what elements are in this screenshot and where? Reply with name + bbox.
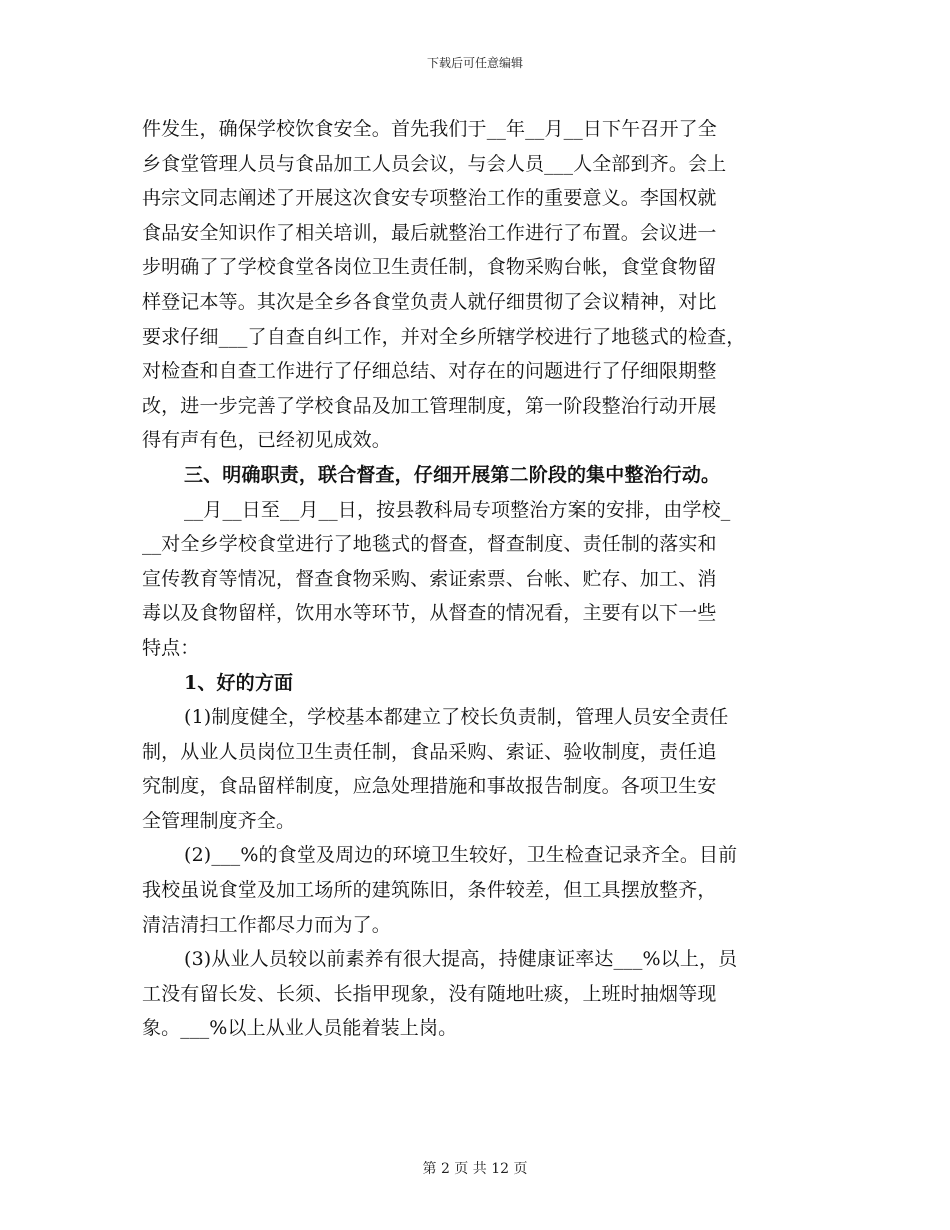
body-line: __对全乡学校食堂进行了地毯式的督查，督查制度、责任制的落实和 [142, 533, 717, 556]
body-line: 样登记本等。其次是全乡各食堂负责人就仔细贯彻了会议精神，对比 [142, 290, 717, 313]
body-line: 究制度，食品留样制度，应急处理措施和事故报告制度。各项卫生安 [142, 775, 717, 798]
body-line: 改，进一步完善了学校食品及加工管理制度，第一阶段整治行动开展 [142, 394, 717, 417]
body-line: 象。___%以上从业人员能着装上岗。 [142, 1017, 458, 1040]
body-line: 毒以及食物留样，饮用水等环节，从督查的情况看，主要有以下一些 [142, 602, 717, 625]
body-line: 乡食堂管理人员与食品加工人员会议，与会人员___人全部到齐。会上 [142, 152, 727, 175]
body-line: (2)___%的食堂及周边的环境卫生较好，卫生检查记录齐全。目前 [184, 844, 738, 867]
document-body [142, 112, 822, 1046]
body-line: 全管理制度齐全。 [142, 809, 296, 832]
body-line: __月__日至__月__日，按县教科局专项整治方案的安排，由学校_ [184, 498, 731, 521]
body-line: 我校虽说食堂及加工场所的建筑陈旧，条件较差，但工具摆放整齐， [142, 879, 717, 902]
body-line: 步明确了了学校食堂各岗位卫生责任制，食物采购台帐，食堂食物留 [142, 256, 717, 279]
body-line: 件发生，确保学校饮食安全。首先我们于__年__月__日下午召开了全 [142, 118, 717, 140]
body-line: 清洁清扫工作都尽力而为了。 [142, 913, 391, 936]
body-line: (3)从业人员较以前素养有很大提高，持健康证率达___%以上，员 [184, 948, 738, 971]
subsection-heading: 1、好的方面 [184, 671, 294, 694]
page-number: 第 2 页 共 12 页 [422, 1161, 528, 1177]
body-line: 制，从业人员岗位卫生责任制，食品采购、索证、验收制度，责任追 [142, 740, 717, 763]
body-line: 要求仔细___了自查自纠工作，并对全乡所辖学校进行了地毯式的检查， [142, 325, 746, 348]
body-line: 对检查和自查工作进行了仔细总结、对存在的问题进行了仔细限期整 [142, 360, 717, 383]
body-line: 工没有留长发、长须、长指甲现象，没有随地吐痰，上班时抽烟等现 [142, 982, 717, 1005]
body-line: 得有声有色，已经初见成效。 [142, 429, 391, 452]
page-header: 下载后可任意编辑 [426, 56, 523, 70]
body-line: 宣传教育等情况，督查食物采购、索证索票、台帐、贮存、加工、消 [142, 567, 717, 590]
body-line: (1)制度健全，学校基本都建立了校长负责制，管理人员安全责任 [184, 706, 729, 729]
section-heading: 三、明确职责，联合督查，仔细开展第二阶段的集中整治行动。 [184, 463, 721, 486]
body-line: 特点： [142, 636, 200, 659]
body-line: 食品安全知识作了相关培训，最后就整治工作进行了布置。会议进一 [142, 221, 717, 244]
body-line: 冉宗文同志阐述了开展这次食安专项整治工作的重要意义。李国权就 [142, 187, 717, 210]
